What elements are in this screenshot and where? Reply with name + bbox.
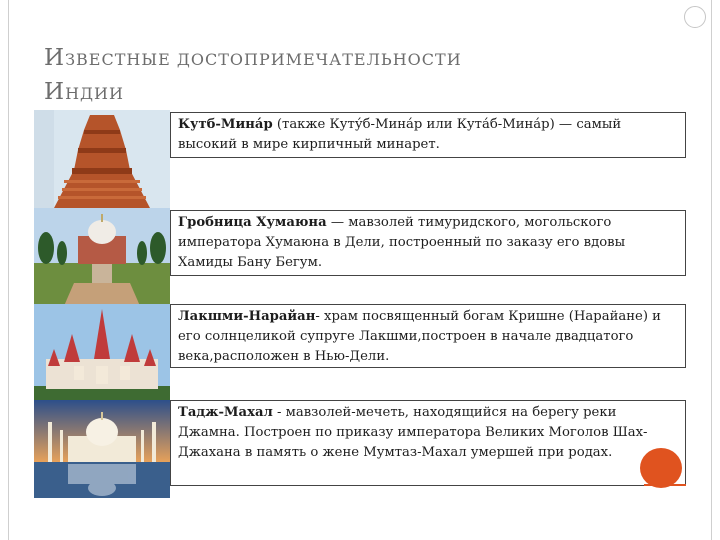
taj-mahal-photo	[34, 400, 170, 498]
title-rest-2: НДИИ	[65, 84, 124, 103]
humayun-tomb-photo	[34, 208, 170, 306]
landmark-desc-qutub	[170, 112, 686, 158]
laxminarayan-temple-photo	[34, 304, 170, 402]
landmark-name: Кутб-Мина́р	[178, 117, 273, 132]
landmark-desc-humayun	[170, 210, 686, 276]
landmark-desc: - храм посвященный богам Кришне (Нарайане) и его солнцеликой супруге Лакшми,построен в начале двадцатого века,расположен в Нью-Дели.	[178, 309, 661, 364]
decorative-orange-line	[644, 484, 686, 486]
landmark-name: Лакшми-Нарайан	[178, 309, 316, 324]
landmark-desc-laxminarayan	[170, 304, 686, 368]
qutub-minar-photo	[34, 110, 170, 208]
landmark-desc: - мавзолей-мечеть, находящийся на берегу реки Джамна. Построен по приказу императора Великих Моголов Шах-Джахана в память о жене Мумтаз-Махал умершей при родах.	[178, 405, 648, 460]
slide-title	[44, 42, 644, 110]
landmark-desc: (также Куту́б-Мина́р или Кута́б-Мина́р) — самый высокий в мире кирпичный минарет.	[178, 117, 622, 152]
title-cap-2: И	[44, 79, 66, 105]
landmark-desc: — мавзолей тимуридского, могольского императора Хумаюна в Дели, построенный по заказу его вдовы Хамиды Бану Бегум.	[178, 215, 626, 270]
corner-ring-ornament	[684, 6, 706, 28]
title-rest-1: ЗВЕСТНЫЕ ДОСТОПРИМЕЧАТЕЛЬНОСТИ	[65, 50, 462, 69]
landmark-name: Гробница Хумаюна	[178, 215, 327, 230]
landmark-desc-taj	[170, 400, 686, 486]
title-cap-1: И	[44, 45, 66, 71]
slide-border-right	[711, 0, 712, 540]
decorative-orange-circle	[640, 448, 682, 488]
slide-border-left	[8, 0, 9, 540]
landmark-name: Тадж-Махал	[178, 405, 273, 420]
